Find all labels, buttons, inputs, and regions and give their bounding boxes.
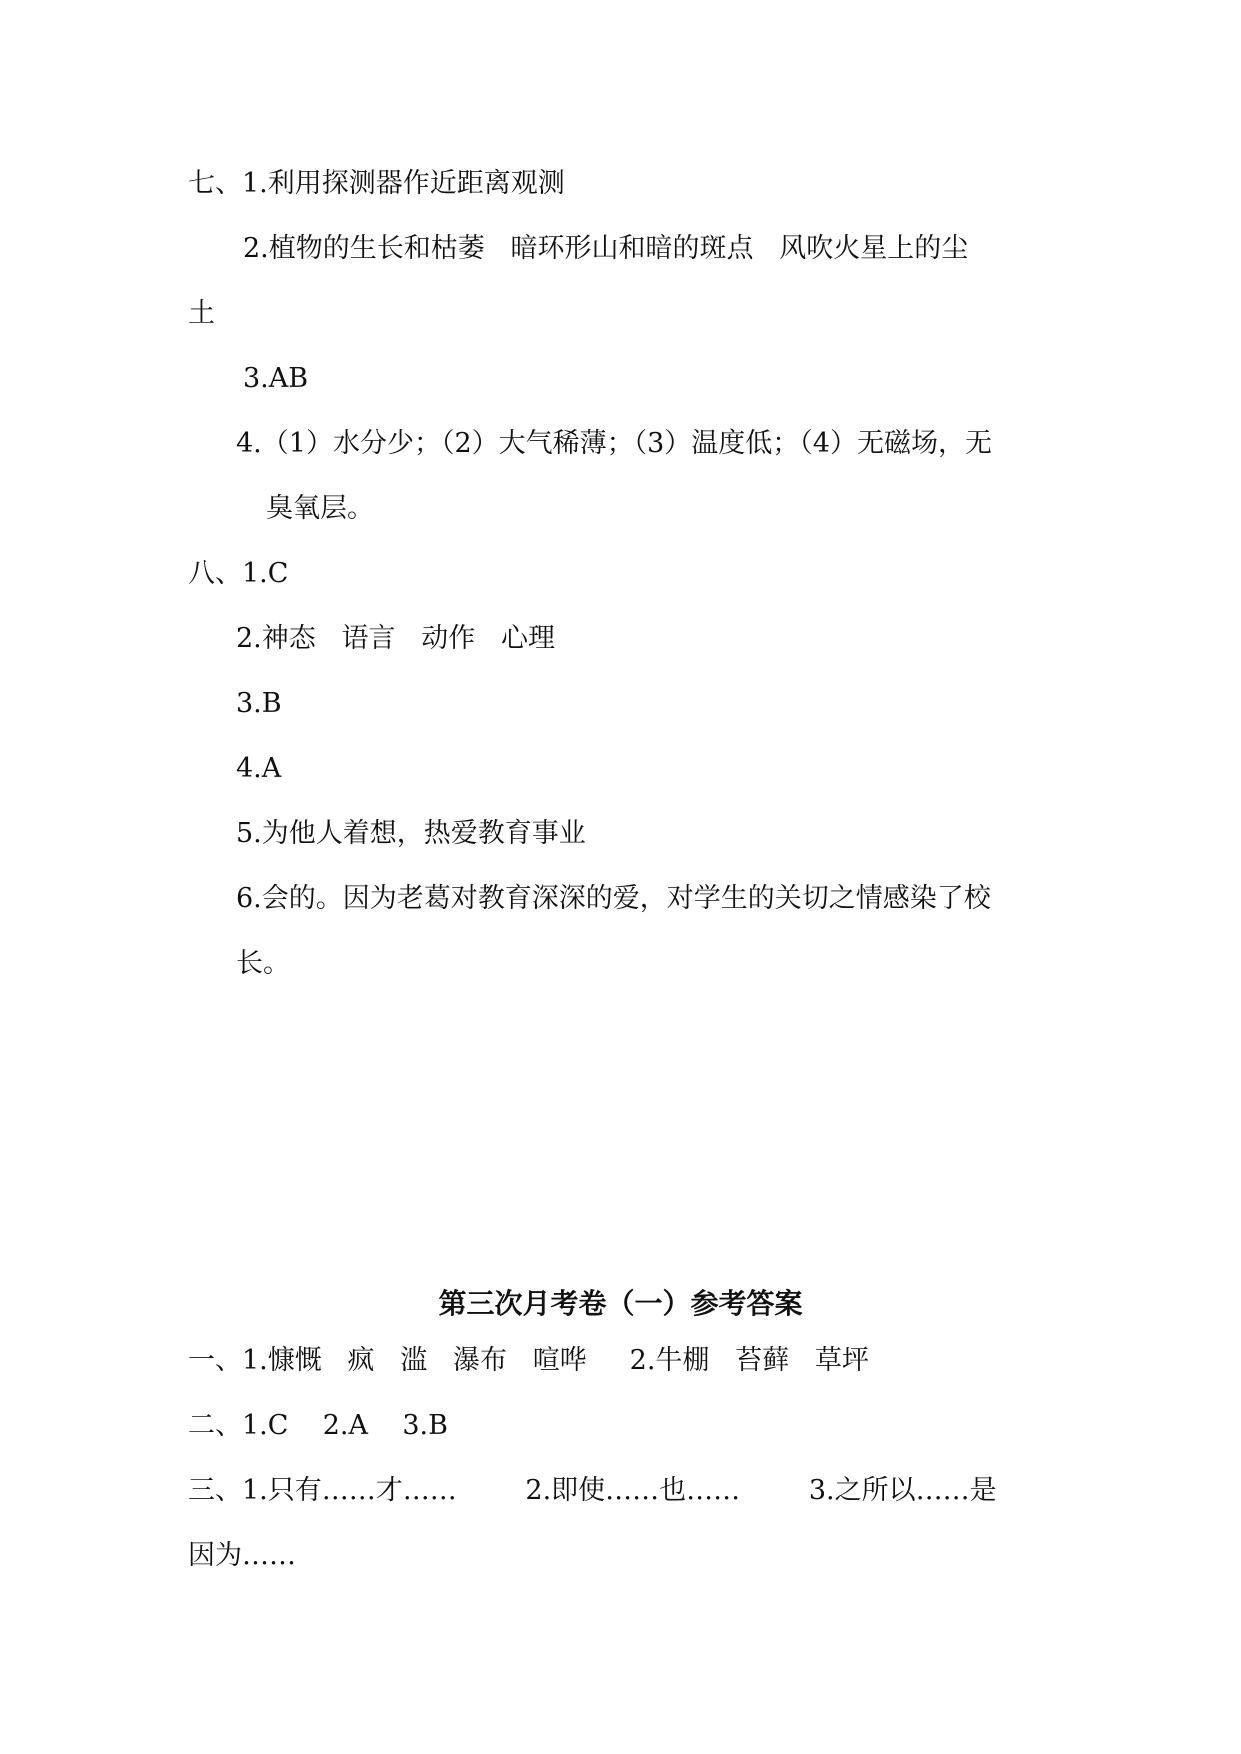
answer-8-1: 八、1.C xyxy=(188,558,289,589)
answer-1: 一、1.慷慨 疯 滥 瀑布 喧哗 2.牛棚 苔藓 草坪 xyxy=(188,1345,869,1376)
answer-8-3: 3.B xyxy=(236,688,282,719)
answer-8-6-cont: 长。 xyxy=(236,948,290,979)
answer-7-2-cont: 土 xyxy=(188,298,215,329)
answer-7-3: 3.AB xyxy=(243,363,309,394)
answer-3-cont: 因为…… xyxy=(188,1540,296,1571)
answer-8-4: 4.A xyxy=(236,753,282,784)
answer-7-1: 七、1.利用探测器作近距离观测 xyxy=(188,168,565,199)
answer-7-4-cont: 臭氧层。 xyxy=(266,493,374,524)
page-title: 第三次月考卷（一）参考答案 xyxy=(438,1287,803,1320)
answer-3: 三、1.只有……才…… 2.即使……也…… 3.之所以……是 xyxy=(188,1475,997,1506)
answer-8-5: 5.为他人着想，热爱教育事业 xyxy=(236,818,586,849)
answer-8-2: 2.神态 语言 动作 心理 xyxy=(236,623,556,654)
answer-7-4: 4.（1）水分少；（2）大气稀薄；（3）温度低；（4）无磁场，无 xyxy=(236,428,992,459)
answer-7-2: 2.植物的生长和枯萎 暗环形山和暗的斑点 风吹火星上的尘 xyxy=(243,233,969,264)
answer-8-6: 6.会的。因为老葛对教育深深的爱，对学生的关切之情感染了校 xyxy=(236,883,991,914)
answer-2: 二、1.C 2.A 3.B xyxy=(188,1410,448,1441)
